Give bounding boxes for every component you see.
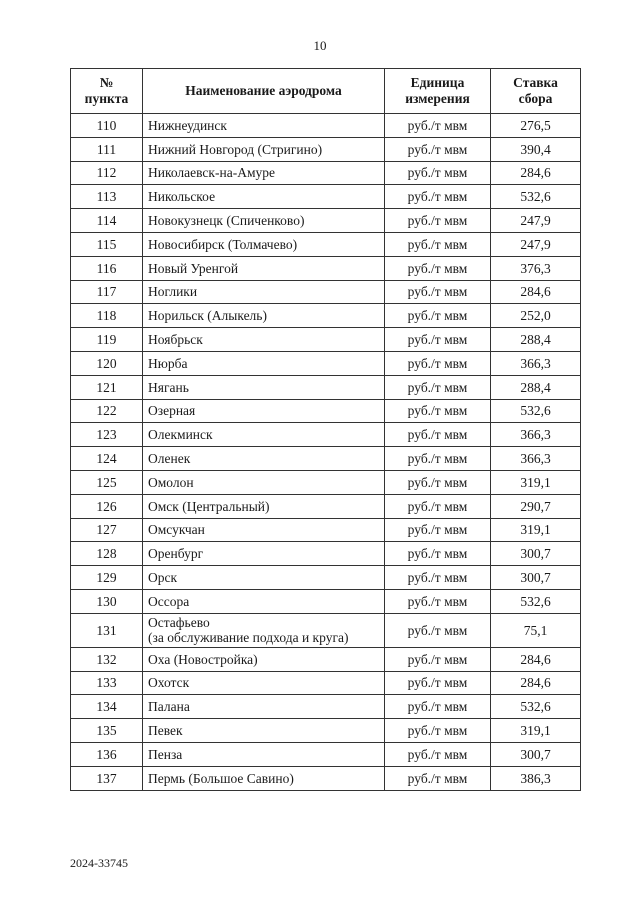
item-number: 112 xyxy=(71,161,143,185)
aerodrome-name xyxy=(143,209,385,233)
table-row xyxy=(71,566,581,590)
table-row xyxy=(71,351,581,375)
table-row xyxy=(71,671,581,695)
unit: руб./т мвм xyxy=(385,671,491,695)
document-code: 2024-33745 xyxy=(70,856,128,870)
header-rate: Ставка сбора xyxy=(491,69,581,114)
unit: руб./т мвм xyxy=(385,695,491,719)
aerodrome-name xyxy=(143,695,385,719)
aerodrome-name xyxy=(143,766,385,790)
table-row xyxy=(71,470,581,494)
page-number: 10 xyxy=(313,38,327,53)
rate: 532,6 xyxy=(491,399,581,423)
rate: 288,4 xyxy=(491,375,581,399)
item-number: 135 xyxy=(71,719,143,743)
aerodrome-name-line: Нюрба xyxy=(148,355,188,371)
aerodrome-name xyxy=(143,137,385,161)
unit: руб./т мвм xyxy=(385,647,491,671)
unit: руб./т мвм xyxy=(385,280,491,304)
item-number: 113 xyxy=(71,185,143,209)
aerodrome-name-line: Николаевск-на-Амуре xyxy=(148,165,275,181)
aerodrome-name-line: Оссора xyxy=(148,593,190,609)
rate: 252,0 xyxy=(491,304,581,328)
unit: руб./т мвм xyxy=(385,566,491,590)
aerodrome-name-line: Нижний Новгород (Стригино) xyxy=(148,141,323,157)
unit: руб./т мвм xyxy=(385,232,491,256)
table-row xyxy=(71,304,581,328)
rate: 366,3 xyxy=(491,423,581,447)
rate: 300,7 xyxy=(491,542,581,566)
aerodrome-name xyxy=(143,232,385,256)
aerodrome-name-line: Ноглики xyxy=(148,284,198,300)
item-number: 132 xyxy=(71,647,143,671)
aerodrome-name xyxy=(143,566,385,590)
item-number: 131 xyxy=(71,613,143,647)
table-row xyxy=(71,542,581,566)
item-number: 116 xyxy=(71,256,143,280)
rate: 319,1 xyxy=(491,518,581,542)
item-number: 133 xyxy=(71,671,143,695)
aerodrome-name xyxy=(143,518,385,542)
aerodrome-name-line: Омолон xyxy=(148,474,194,490)
item-number: 118 xyxy=(71,304,143,328)
unit: руб./т мвм xyxy=(385,589,491,613)
table-row xyxy=(71,589,581,613)
aerodrome-name-line: Орск xyxy=(148,570,178,586)
rate: 247,9 xyxy=(491,209,581,233)
table-header-row xyxy=(71,69,581,114)
rate: 532,6 xyxy=(491,589,581,613)
rate: 284,6 xyxy=(491,161,581,185)
unit: руб./т мвм xyxy=(385,447,491,471)
rate: 284,6 xyxy=(491,671,581,695)
aerodrome-name-line: Остафьево xyxy=(148,615,210,631)
aerodrome-name xyxy=(143,256,385,280)
header-unit: Единица измерения xyxy=(385,69,491,114)
aerodrome-name-line: Норильск (Алыкель) xyxy=(148,308,267,324)
table-row xyxy=(71,232,581,256)
table-row xyxy=(71,399,581,423)
unit: руб./т мвм xyxy=(385,209,491,233)
table-row xyxy=(71,695,581,719)
unit: руб./т мвм xyxy=(385,137,491,161)
aerodrome-name-line: (за обслуживание подхода и круга) xyxy=(148,630,349,646)
aerodrome-name-line: Охотск xyxy=(148,675,190,691)
table-row xyxy=(71,719,581,743)
rate: 366,3 xyxy=(491,351,581,375)
rate: 366,3 xyxy=(491,447,581,471)
table-row xyxy=(71,494,581,518)
unit: руб./т мвм xyxy=(385,256,491,280)
aerodrome-name xyxy=(143,671,385,695)
rate: 319,1 xyxy=(491,719,581,743)
item-number: 134 xyxy=(71,695,143,719)
table-row xyxy=(71,766,581,790)
unit: руб./т мвм xyxy=(385,719,491,743)
aerodrome-name-line: Омсукчан xyxy=(148,522,205,538)
item-number: 119 xyxy=(71,328,143,352)
aerodrome-name xyxy=(143,280,385,304)
table-row xyxy=(71,114,581,138)
unit: руб./т мвм xyxy=(385,613,491,647)
rate: 276,5 xyxy=(491,114,581,138)
aerodrome-name-line: Омск (Центральный) xyxy=(148,498,270,514)
unit: руб./т мвм xyxy=(385,494,491,518)
unit: руб./т мвм xyxy=(385,161,491,185)
aerodrome-name xyxy=(143,161,385,185)
aerodrome-name-line: Озерная xyxy=(148,403,196,419)
item-number: 110 xyxy=(71,114,143,138)
aerodrome-name xyxy=(143,613,385,647)
table-row xyxy=(71,447,581,471)
unit: руб./т мвм xyxy=(385,542,491,566)
aerodrome-name-line: Нижнеудинск xyxy=(148,117,227,133)
aerodrome-rates-table xyxy=(70,68,581,791)
aerodrome-name xyxy=(143,375,385,399)
item-number: 125 xyxy=(71,470,143,494)
table-row xyxy=(71,375,581,399)
aerodrome-name-line: Новый Уренгой xyxy=(148,260,239,276)
aerodrome-name xyxy=(143,447,385,471)
aerodrome-name-line: Никольское xyxy=(148,189,216,205)
rate: 284,6 xyxy=(491,647,581,671)
table-row xyxy=(71,280,581,304)
item-number: 137 xyxy=(71,766,143,790)
item-number: 127 xyxy=(71,518,143,542)
item-number: 128 xyxy=(71,542,143,566)
aerodrome-name-line: Оха (Новостройка) xyxy=(148,651,258,667)
unit: руб./т мвм xyxy=(385,185,491,209)
item-number: 129 xyxy=(71,566,143,590)
table-row xyxy=(71,185,581,209)
aerodrome-name xyxy=(143,399,385,423)
table-row xyxy=(71,209,581,233)
unit: руб./т мвм xyxy=(385,399,491,423)
table-row xyxy=(71,613,581,647)
unit: руб./т мвм xyxy=(385,423,491,447)
unit: руб./т мвм xyxy=(385,518,491,542)
rate: 376,3 xyxy=(491,256,581,280)
aerodrome-name xyxy=(143,423,385,447)
aerodrome-name-line: Ноябрьск xyxy=(148,332,203,348)
table-row xyxy=(71,256,581,280)
unit: руб./т мвм xyxy=(385,375,491,399)
item-number: 122 xyxy=(71,399,143,423)
rate: 288,4 xyxy=(491,328,581,352)
aerodrome-name-line: Пермь (Большое Савино) xyxy=(148,770,294,786)
aerodrome-name xyxy=(143,114,385,138)
aerodrome-name xyxy=(143,542,385,566)
table-row xyxy=(71,137,581,161)
rate: 247,9 xyxy=(491,232,581,256)
aerodrome-name-line: Новосибирск (Толмачево) xyxy=(148,236,298,252)
item-number: 117 xyxy=(71,280,143,304)
item-number: 124 xyxy=(71,447,143,471)
unit: руб./т мвм xyxy=(385,351,491,375)
aerodrome-name xyxy=(143,647,385,671)
table-row xyxy=(71,518,581,542)
item-number: 130 xyxy=(71,589,143,613)
aerodrome-name-line: Пенза xyxy=(148,746,183,762)
rate: 290,7 xyxy=(491,494,581,518)
unit: руб./т мвм xyxy=(385,766,491,790)
rate: 532,6 xyxy=(491,185,581,209)
item-number: 114 xyxy=(71,209,143,233)
unit: руб./т мвм xyxy=(385,114,491,138)
aerodrome-name xyxy=(143,185,385,209)
item-number: 123 xyxy=(71,423,143,447)
aerodrome-name xyxy=(143,304,385,328)
aerodrome-name-line: Оленек xyxy=(148,451,191,467)
unit: руб./т мвм xyxy=(385,470,491,494)
aerodrome-name-line: Новокузнецк (Спиченково) xyxy=(148,213,305,229)
aerodrome-name xyxy=(143,494,385,518)
aerodrome-name xyxy=(143,719,385,743)
table-row xyxy=(71,328,581,352)
table-row xyxy=(71,647,581,671)
table-body xyxy=(71,114,581,791)
aerodrome-name-line: Палана xyxy=(148,699,190,715)
aerodrome-name-line: Певек xyxy=(148,723,183,739)
table-row xyxy=(71,423,581,447)
aerodrome-name xyxy=(143,742,385,766)
rate: 532,6 xyxy=(491,695,581,719)
item-number: 121 xyxy=(71,375,143,399)
item-number: 136 xyxy=(71,742,143,766)
header-aerodrome-name: Наименование аэродрома xyxy=(143,69,385,114)
aerodrome-name xyxy=(143,470,385,494)
aerodrome-name xyxy=(143,589,385,613)
aerodrome-name xyxy=(143,328,385,352)
table-row xyxy=(71,742,581,766)
rate: 390,4 xyxy=(491,137,581,161)
aerodrome-name-line: Олекминск xyxy=(148,427,213,443)
unit: руб./т мвм xyxy=(385,742,491,766)
item-number: 120 xyxy=(71,351,143,375)
rate: 300,7 xyxy=(491,742,581,766)
table-row xyxy=(71,161,581,185)
unit: руб./т мвм xyxy=(385,328,491,352)
header-item-number: № пункта xyxy=(71,69,143,114)
rate: 386,3 xyxy=(491,766,581,790)
item-number: 115 xyxy=(71,232,143,256)
rate: 319,1 xyxy=(491,470,581,494)
rate: 75,1 xyxy=(491,613,581,647)
unit: руб./т мвм xyxy=(385,304,491,328)
aerodrome-name-line: Оренбург xyxy=(148,546,204,562)
aerodrome-name xyxy=(143,351,385,375)
rate: 300,7 xyxy=(491,566,581,590)
item-number: 126 xyxy=(71,494,143,518)
aerodrome-name-line: Нягань xyxy=(148,379,189,395)
rate: 284,6 xyxy=(491,280,581,304)
item-number: 111 xyxy=(71,137,143,161)
